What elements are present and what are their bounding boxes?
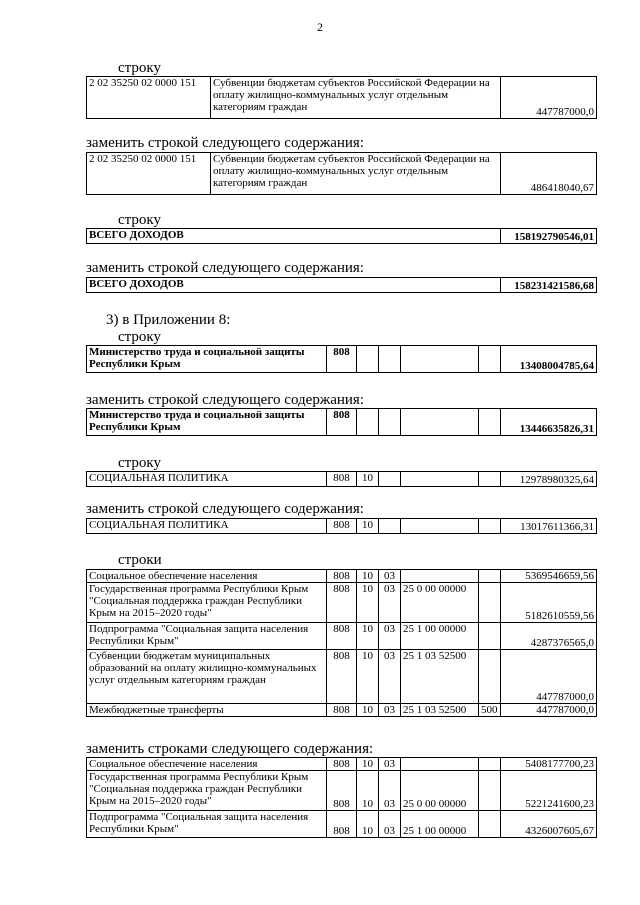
table-row: [87, 278, 597, 293]
expenditure-table-old: [86, 569, 597, 717]
code-cell: 808: [327, 811, 357, 838]
label-row: строку: [118, 212, 161, 228]
subsection-cell: 03: [379, 570, 401, 583]
amount-cell: 5221241600,23: [501, 771, 597, 811]
amount-cell: 486418040,67: [501, 153, 597, 195]
total-revenue-old: [86, 228, 597, 244]
amount-cell: 5408177700,23: [501, 758, 597, 771]
section-cell: 10: [357, 472, 379, 487]
type-cell: [479, 623, 501, 650]
amount-cell: 447787000,0: [501, 650, 597, 704]
type-cell: [479, 650, 501, 704]
table-row: [87, 623, 597, 650]
name-cell: Министерство труда и социальной защиты Республики Крым: [87, 409, 327, 436]
code-cell: 2 02 35250 02 0000 151: [87, 77, 211, 119]
label-replace: заменить строкой следующего содержания:: [86, 260, 364, 276]
label-row: строку: [118, 60, 161, 76]
section-cell: 10: [357, 650, 379, 704]
label-row: строку: [118, 455, 161, 471]
name-cell: Подпрограмма "Социальная защита населения Республики Крым": [87, 811, 327, 838]
type-cell: [479, 771, 501, 811]
subsection-cell: 03: [379, 771, 401, 811]
code-cell: 808: [327, 472, 357, 487]
ministry-table-old: [86, 345, 597, 373]
table-row: [87, 771, 597, 811]
name-cell: Государственная программа Республики Крым "Социальная поддержка граждан Республики Крым на 2015–2020 годы": [87, 771, 327, 811]
name-cell: ВСЕГО ДОХОДОВ: [87, 278, 501, 293]
subsection-cell: 03: [379, 704, 401, 717]
name-cell: Социальное обеспечение населения: [87, 758, 327, 771]
name-cell: Межбюджетные трансферты: [87, 704, 327, 717]
table-row: [87, 811, 597, 838]
label-rows: строки: [118, 552, 162, 568]
subsection-cell: 03: [379, 623, 401, 650]
label-replace-rows: заменить строками следующего содержания:: [86, 741, 374, 757]
label-replace: заменить строкой следующего содержания:: [86, 501, 364, 517]
name-cell: Социальное обеспечение населения: [87, 570, 327, 583]
table-row: [87, 77, 597, 119]
type-cell: [479, 583, 501, 623]
section-cell: 10: [357, 811, 379, 838]
section-cell: 10: [357, 623, 379, 650]
label-row: строку: [118, 329, 161, 345]
name-cell: СОЦИАЛЬНАЯ ПОЛИТИКА: [87, 472, 327, 487]
code-cell: 2 02 35250 02 0000 151: [87, 153, 211, 195]
amount-cell: 13446635826,31: [501, 409, 597, 436]
subsection-cell: 03: [379, 811, 401, 838]
name-cell: ВСЕГО ДОХОДОВ: [87, 229, 501, 244]
revenue-table-new: [86, 152, 597, 195]
table-row: [87, 346, 597, 373]
table-row: [87, 583, 597, 623]
amount-cell: 13017611366,31: [501, 519, 597, 534]
amount-cell: 158192790546,01: [501, 229, 597, 244]
name-cell: Министерство труда и социальной защиты Республики Крым: [87, 346, 327, 373]
target-cell: 25 1 00 00000: [401, 811, 479, 838]
amount-cell: 158231421586,68: [501, 278, 597, 293]
section-cell: 10: [357, 758, 379, 771]
target-cell: 25 1 00 00000: [401, 623, 479, 650]
table-row: [87, 229, 597, 244]
section-heading: 3) в Приложении 8:: [106, 312, 231, 328]
amount-cell: 13408004785,64: [501, 346, 597, 373]
table-row: [87, 650, 597, 704]
target-cell: [401, 570, 479, 583]
table-row: [87, 153, 597, 195]
revenue-table-old: [86, 76, 597, 119]
type-cell: [479, 811, 501, 838]
section-cell: 10: [357, 583, 379, 623]
name-cell: Государственная программа Республики Крым "Социальная поддержка граждан Республики Крым на 2015–2020 годы": [87, 583, 327, 623]
target-cell: 25 1 03 52500: [401, 704, 479, 717]
table-row: [87, 570, 597, 583]
amount-cell: 4287376565,0: [501, 623, 597, 650]
section-cell: 10: [357, 704, 379, 717]
code-cell: 808: [327, 704, 357, 717]
amount-cell: 12978980325,64: [501, 472, 597, 487]
ministry-table-new: [86, 408, 597, 436]
code-cell: 808: [327, 623, 357, 650]
code-cell: 808: [327, 519, 357, 534]
amount-cell: 447787000,0: [501, 704, 597, 717]
type-cell: [479, 570, 501, 583]
name-cell: Субвенции бюджетам субъектов Российской Федерации на оплату жилищно-коммунальных услуг отдельным категориям граждан: [211, 153, 501, 195]
name-cell: СОЦИАЛЬНАЯ ПОЛИТИКА: [87, 519, 327, 534]
target-cell: 25 0 00 00000: [401, 583, 479, 623]
code-cell: 808: [327, 583, 357, 623]
total-revenue-new: [86, 277, 597, 293]
table-row: [87, 409, 597, 436]
amount-cell: 5369546659,56: [501, 570, 597, 583]
type-cell: [479, 758, 501, 771]
name-cell: Субвенции бюджетам субъектов Российской Федерации на оплату жилищно-коммунальных услуг отдельным категориям граждан: [211, 77, 501, 119]
subsection-cell: 03: [379, 650, 401, 704]
type-cell: 500: [479, 704, 501, 717]
code-cell: 808: [327, 771, 357, 811]
table-row: [87, 519, 597, 534]
section-cell: 10: [357, 519, 379, 534]
label-replace: заменить строкой следующего содержания:: [86, 135, 364, 151]
code-cell: 808: [327, 346, 357, 373]
table-row: [87, 704, 597, 717]
target-cell: 25 1 03 52500: [401, 650, 479, 704]
subsection-cell: 03: [379, 583, 401, 623]
social-policy-old: [86, 471, 597, 487]
amount-cell: 447787000,0: [501, 77, 597, 119]
code-cell: 808: [327, 570, 357, 583]
code-cell: 808: [327, 650, 357, 704]
target-cell: [401, 758, 479, 771]
section-cell: 10: [357, 570, 379, 583]
target-cell: 25 0 00 00000: [401, 771, 479, 811]
section-cell: 10: [357, 771, 379, 811]
social-policy-new: [86, 518, 597, 534]
subsection-cell: 03: [379, 758, 401, 771]
expenditure-table-new: [86, 757, 597, 838]
label-replace: заменить строкой следующего содержания:: [86, 392, 364, 408]
page-number: 2: [317, 20, 323, 34]
code-cell: 808: [327, 409, 357, 436]
name-cell: Подпрограмма "Социальная защита населения Республики Крым": [87, 623, 327, 650]
table-row: [87, 472, 597, 487]
table-row: [87, 758, 597, 771]
code-cell: 808: [327, 758, 357, 771]
amount-cell: 5182610559,56: [501, 583, 597, 623]
amount-cell: 4326007605,67: [501, 811, 597, 838]
name-cell: Субвенции бюджетам муниципальных образований на оплату жилищно-коммунальных услуг отдельным категориям граждан: [87, 650, 327, 704]
